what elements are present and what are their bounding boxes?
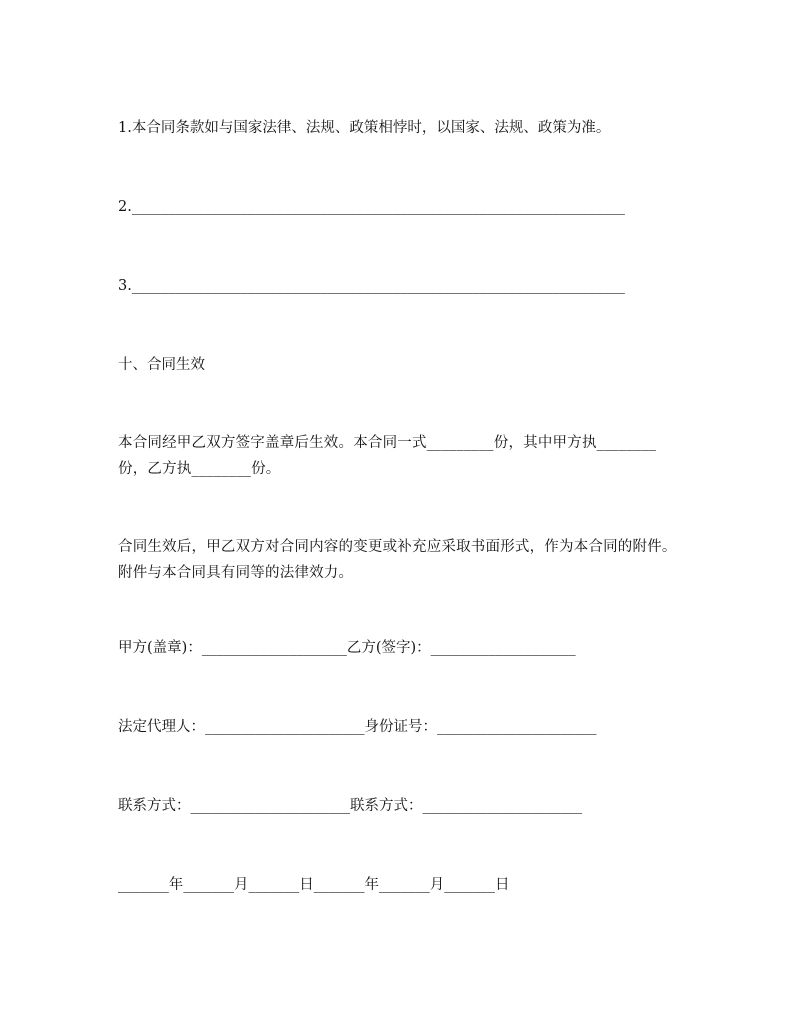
party-signature-line: 甲方(盖章)：____________________乙方(签字)：____________________ [118, 640, 576, 656]
contact-line: 联系方式：______________________联系方式：______________________ [118, 798, 582, 814]
section-heading: 十、合同生效 [118, 357, 205, 373]
clause-item-2: 2.____________________________________________________________________ [118, 199, 625, 215]
clause-item-1: 1.本合同条款如与国家法律、法规、政策相悖时，以国家、法规、政策为准。 [118, 120, 611, 136]
effect-paragraph: 本合同经甲乙双方签字盖章后生效。本合同一式_________份，其中甲方执________份，乙方执________份。 [118, 435, 657, 477]
amendment-paragraph: 合同生效后，甲乙双方对合同内容的变更或补充应采取书面形式，作为本合同的附件。附件与本合同具有同等的法律效力。 [118, 539, 677, 581]
representative-id-line: 法定代理人：______________________身份证号：______________________ [118, 719, 597, 735]
clause-item-3: 3.____________________________________________________________________ [118, 278, 625, 294]
date-line: _______年_______月_______日_______年_______月_______日 [118, 877, 510, 893]
